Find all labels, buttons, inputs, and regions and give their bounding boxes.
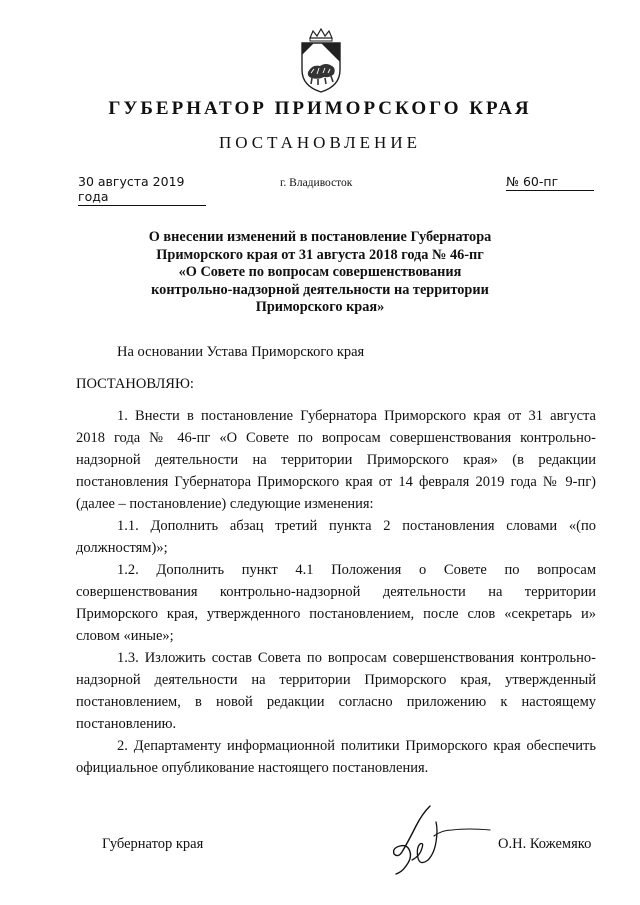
document-type: ПОСТАНОВЛЕНИЕ [218, 133, 421, 152]
body-paragraph: 1.3. Изложить состав Совета по вопросам совершенствования контрольно-надзорной деятельности на территории Приморского края, утвержденный постановлением, в новой редакции согласно приложению к настоящему постановлению. [76, 650, 596, 732]
title-line: контрольно-надзорной деятельности на территории [151, 281, 489, 298]
title-line: О внесении изменений в постановление Губернатора [148, 229, 492, 245]
body-paragraph: 1.2. Дополнить пункт 4.1 Положения о Совете по вопросам совершенствования контрольно-надзорной деятельности на территории Приморского края, утвержденного постановлением, после слов «секретарь и» словом «иные»; [76, 562, 596, 644]
document-title [60, 229, 580, 317]
document-body [76, 405, 596, 779]
coat-of-arms-icon [294, 28, 348, 94]
title-line: «О Совете по вопросам совершенствования [178, 264, 462, 280]
decree-word: ПОСТАНОВЛЯЮ: [76, 376, 194, 392]
body-paragraph: 2. Департаменту информационной политики Приморского края обеспечить официальное опубликование настоящего постановления. [76, 738, 596, 776]
body-paragraph: 1. Внести в постановление Губернатора Приморского края от 31 августа 2018 года № 46-пг «О Совете по вопросам совершенствования контрольно-надзорной деятельности на территории Приморского края» (в редакции постановления Губернатора Приморского края от 14 февраля 2019 года № 9-пг) (далее – постановление) следующие изменения: [76, 408, 596, 512]
legal-basis: На основании Устава Приморского края [117, 344, 365, 360]
document-city: г. Владивосток [280, 177, 353, 189]
handwritten-signature-icon [372, 800, 492, 880]
signatory-name: О.Н. Кожемяко [498, 836, 592, 852]
issuing-authority: ГУБЕРНАТОР ПРИМОРСКОГО КРАЯ [108, 98, 532, 119]
title-line: Приморского края» [255, 299, 385, 315]
document-number: № 60-пг [506, 174, 594, 191]
body-paragraph: 1.1. Дополнить абзац третий пункта 2 постановления словами «(по должностям)»; [76, 518, 596, 556]
title-line: Приморского края от 31 августа 2018 года № 46-пг [156, 246, 484, 263]
document-date: 30 августа 2019 года [78, 174, 206, 206]
signatory-role: Губернатор края [102, 836, 204, 852]
